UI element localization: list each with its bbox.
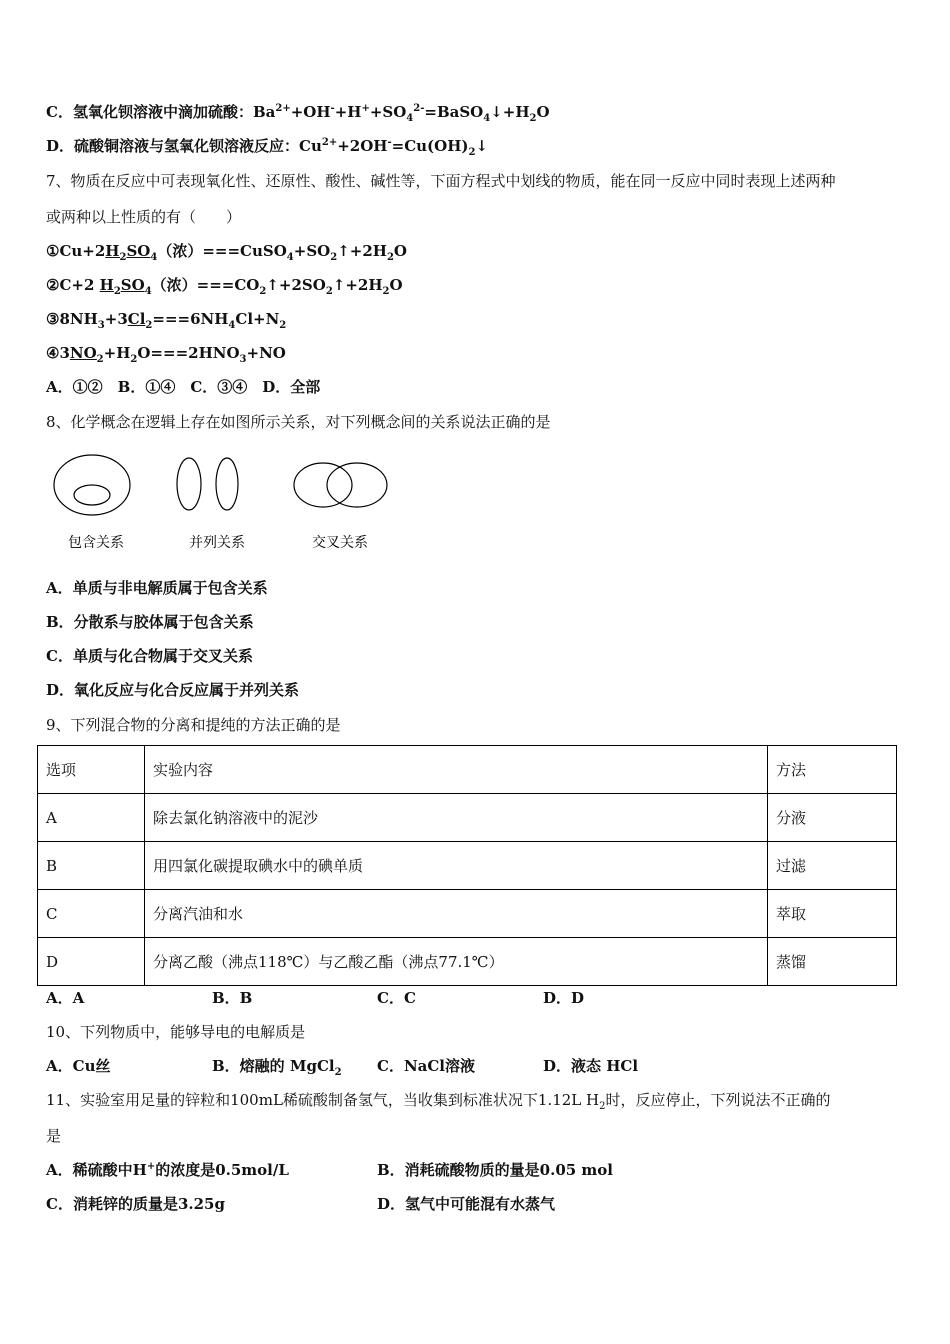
q8-option-c: C．单质与化合物属于交叉关系 [46,647,253,665]
table-row [38,842,897,890]
q9-stem: 9、下列混合物的分离和提纯的方法正确的是 [46,716,341,734]
cell-content: 分离乙酸（沸点118℃）与乙酸乙酯（沸点77.1℃） [145,938,768,986]
q11-option-b: B．消耗硫酸物质的量是0.05 mol [377,1161,614,1179]
fig-label-parallel: 并列关系 [189,535,245,551]
q7-reaction-2: ②C+2 $H_2SO_4$（浓）$===CO_2↑+2SO_2↑+2H_2O$ [46,276,403,297]
q8-option-a: A．单质与非电解质属于包含关系 [46,579,268,597]
q10-option-d: D．液态 HCl [543,1057,639,1075]
containing-inner-ellipse [74,485,110,505]
q7-reaction-1: $①Cu+2H_2SO_4$（浓）$===CuSO_4+SO_2↑+2H_2O$ [46,242,407,263]
parallel-left-ellipse [177,458,201,510]
q10-option-c: C．NaCl溶液 [377,1057,476,1075]
intersect-right-ellipse [327,463,387,507]
parallel-right-ellipse [216,458,238,510]
q8-option-d: D．氧化反应与化合反应属于并列关系 [46,681,300,699]
intersect-left-ellipse [294,463,352,507]
header-option: 选项 [38,746,145,794]
q9-option-b: B．B [212,989,253,1007]
header-method: 方法 [768,746,897,794]
q11-stem-line2: 是 [46,1127,62,1145]
q11-option-a: A．稀硫酸中H+的浓度是0.5mol/L [46,1161,289,1179]
cell-method: 分液 [768,794,897,842]
cell-method: 过滤 [768,842,897,890]
q10-stem: 10、下列物质中，能够导电的电解质是 [46,1023,306,1041]
q10-option-a: A．Cu丝 [46,1057,111,1075]
table-row [38,890,897,938]
table-row [38,794,897,842]
cell-option: B [38,842,145,890]
q9-option-c: C．C [377,989,416,1007]
fig-label-containing: 包含关系 [68,535,124,551]
q7-stem-line1: 7、物质在反应中可表现氧化性、还原性、酸性、碱性等，下面方程式中划线的物质，能在同一反应中同时表现上述两种 [46,172,836,190]
table-row [38,938,897,986]
header-content: 实验内容 [145,746,768,794]
q9-table [37,745,897,986]
cell-method: 萃取 [768,890,897,938]
q8-relation-figure [46,448,406,558]
q7-reaction-4: $④3NO_2+H_2O===2HNO_3+NO$ [46,344,286,365]
cell-option: D [38,938,145,986]
cell-method: 蒸馏 [768,938,897,986]
q7-stem-line2: 或两种以上性质的有（ ） [46,208,242,226]
q9-option-d: D．D [543,989,585,1007]
cell-option: A [38,794,145,842]
q7-options: A．①② B．①④ C．③④ D．全部 [46,378,321,396]
cell-content: 分离汽油和水 [145,890,768,938]
q9-option-a: A．A [46,989,85,1007]
fig-label-intersect: 交叉关系 [312,535,368,551]
q8-stem: 8、化学概念在逻辑上存在如图所示关系，对下列概念间的关系说法正确的是 [46,413,551,431]
q7-reaction-3: $③8NH_3+3Cl_2===6NH_4Cl+N_2$ [46,310,287,331]
q8-option-b: B．分散系与胶体属于包含关系 [46,613,254,631]
q6-option-c: C．氢氧化钡溶液中滴加硫酸：$Ba^{2+}+OH^-+H^++SO_4^{2-}=BaSO_4↓+H_2O$ [46,103,550,124]
q11-option-d: D．氢气中可能混有水蒸气 [377,1195,556,1213]
table-header-row [38,746,897,794]
q6-option-d: D．硫酸铜溶液与氢氧化钡溶液反应：$Cu^{2+}+2OH^-=Cu(OH)_2↓$ [46,137,489,158]
q11-option-c: C．消耗锌的质量是3.25g [46,1195,225,1213]
cell-content: 用四氯化碳提取碘水中的碘单质 [145,842,768,890]
q11-stem-line1: 11、实验室用足量的锌粒和100mL稀硫酸制备氢气，当收集到标准状况下1.12L $H_2$时，反应停止，下列说法不正确的 [46,1091,831,1112]
cell-option: C [38,890,145,938]
cell-content: 除去氯化钠溶液中的泥沙 [145,794,768,842]
q10-option-b: B．熔融的 MgCl$_2$ [212,1057,342,1078]
